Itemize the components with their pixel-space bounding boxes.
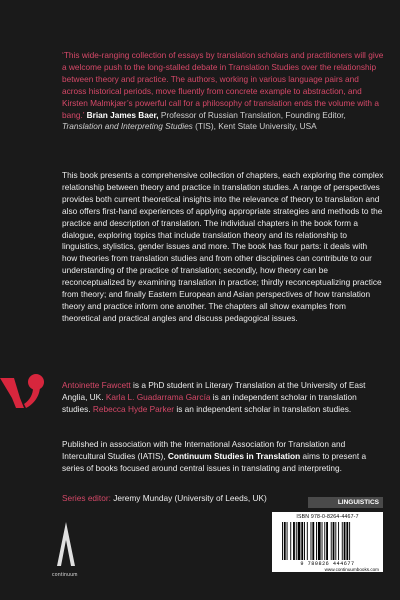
quote-journal: Translation and Interpreting Studies (62, 121, 193, 132)
quote-author-role: Professor of Russian Translation, Founding Editor, (160, 109, 346, 120)
bio-name-3: Rebecca Hyde Parker (92, 403, 175, 414)
publication-text-2: aims to present a series of books focused around central issues in translating and interpreting. (62, 450, 367, 473)
publisher-website: www.continuumbooks.com (324, 567, 379, 572)
series-editor-name: Jeremy Munday (University of Leeds, UK) (110, 493, 267, 503)
bio-name-2: Karla L. Guadarrama García (105, 391, 211, 402)
editor-bios (62, 380, 384, 416)
subject-band: LINGUISTICS (308, 497, 383, 508)
series-title: Continuum Studies in Translation (167, 450, 301, 461)
red-comma-graphic (0, 372, 48, 422)
barcode-panel (272, 512, 383, 572)
publication-note (62, 439, 384, 475)
publisher-wordmark: continuum (52, 572, 78, 578)
bio-text-1: is a PhD student in Literary Translation at the University of East Anglia, UK. (62, 380, 366, 402)
quote-author: Brian James Baer, (86, 109, 159, 120)
bio-text-2: is an independent scholar in translation studies. (62, 391, 357, 414)
barcode-digits: 9 780826 444677 (300, 561, 355, 567)
quote-text: ‘This wide-ranging collection of essays by translation scholars and practitioners will give a welcome push to the long-stalled debate in Translation Studies over the relationship between theory and practice. The authors, working in various language pairs and across historical periods, move fluently from concrete example to abstraction, and Kirsten Malmkjær’s powerful call for a philosophy of translation ends the volume with a bang.’ (62, 50, 384, 120)
description-text: This book presents a comprehensive collection of chapters, each exploring the complex relationship between theory and practice in translation studies. A range of perspectives provides both current theoretical insights into the relevance of theory to translation and also offers first-hand experiences of applying appropriate strategies and methods to the practice and description of translation. The individual chapters in the book form a dialogue, exploring topics that include translation theory and its relationship to linguistics, stylistics, gender issues and more. The book has four parts: it deals with how theories from translation studies and from other disciplines can contribute to our understanding of the practice of translation; secondly, how theory can be reconceptualized by examining translation in practice; thirdly reconceptualizing practice from theory; and finally Eastern European and Asian perspectives of how translation theory and practice inform one another. The chapters all show examples from theoretical and practical angles and discuss pedagogical issues. (62, 170, 384, 323)
endorsement-quote (62, 50, 384, 133)
barcode-bars (282, 522, 374, 560)
bio-text-3: is an independent scholar in translation studies. (174, 403, 352, 414)
quote-affiliation: (TIS), Kent State University, USA (192, 121, 317, 132)
series-editor-label: Series editor: (62, 493, 111, 503)
isbn-label: ISBN 978-0-8264-4467-7 (296, 514, 359, 520)
bio-name-1: Antoinette Fawcett (62, 380, 131, 390)
continuum-logo-icon (55, 520, 77, 570)
publication-text-1: Published in association with the International Association for Translation and Intercultural Studies (IATIS), (62, 439, 346, 461)
book-description (62, 170, 384, 325)
